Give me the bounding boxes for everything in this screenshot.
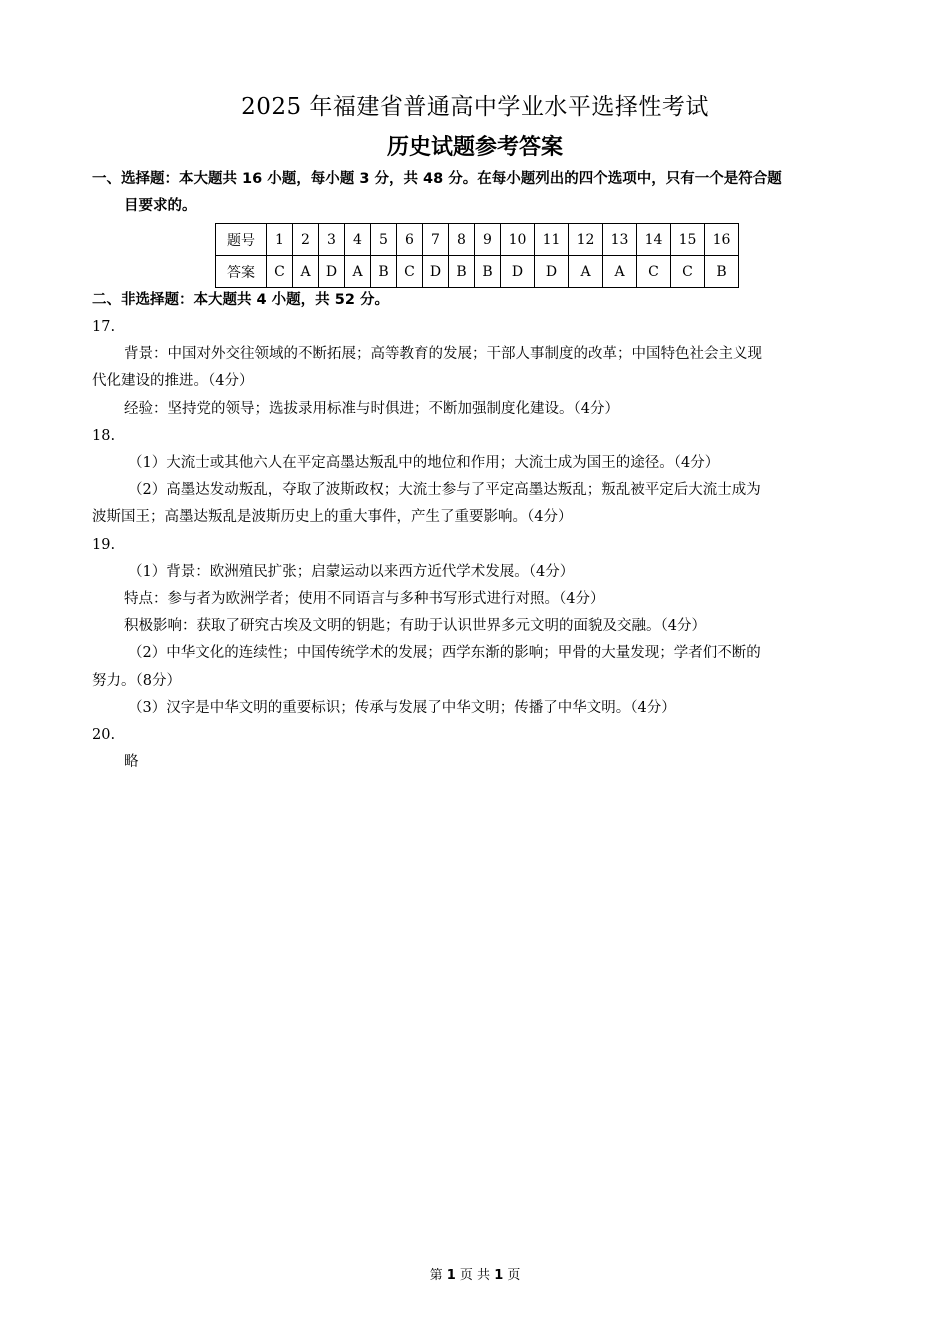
table-cell-number: 6: [397, 224, 423, 256]
table-cell-answer: B: [705, 256, 739, 288]
question-number: 19.: [92, 536, 116, 553]
answer-text: 努力。（8分）: [92, 672, 181, 689]
answer-text: （2）中华文化的连续性；中国传统学术的发展；西学东渐的影响；甲骨的大量发现；学者们不断的: [128, 645, 761, 662]
table-cell-answer: B: [449, 256, 475, 288]
footer-pre: 第: [429, 1268, 443, 1283]
table-cell-answer: C: [671, 256, 705, 288]
table-cell-number: 4: [345, 224, 371, 256]
table-cell-answer: D: [501, 256, 535, 288]
table-cell-number: 13: [603, 224, 637, 256]
answer-text: 代化建设的推进。（4分）: [92, 373, 254, 390]
answer-text: 积极影响：获取了研究古埃及文明的钥匙；有助于认识世界多元文明的面貌及交融。（4分）: [124, 618, 706, 635]
table-cell-answer: C: [267, 256, 293, 288]
answer-text: （1）大流士或其他六人在平定高墨达叛乱中的地位和作用；大流士成为国王的途径。（4分）: [128, 455, 720, 472]
table-cell-number: 3: [319, 224, 345, 256]
table-cell-number: 7: [423, 224, 449, 256]
table-cell-number: 12: [569, 224, 603, 256]
table-cell-number: 16: [705, 224, 739, 256]
section-one-line: 目要求的。: [124, 198, 197, 214]
table-cell-number: 2: [293, 224, 319, 256]
answer-text: 经验：坚持党的领导；选拔录用标准与时俱进；不断加强制度化建设。（4分）: [124, 400, 619, 417]
table-cell-number: 14: [637, 224, 671, 256]
answer-text: 特点：参与者为欧洲学者；使用不同语言与多种书写形式进行对照。（4分）: [124, 591, 605, 608]
table-cell-number: 5: [371, 224, 397, 256]
table-cell-answer: B: [371, 256, 397, 288]
table-cell-answer: A: [603, 256, 637, 288]
table-cell-answer: C: [397, 256, 423, 288]
page-footer: [0, 1264, 950, 1283]
answer-text: （3）汉字是中华文明的重要标识；传承与发展了中华文明；传播了中华文明。（4分）: [128, 699, 676, 716]
table-cell-label: 题号: [216, 224, 267, 256]
table-cell-number: 1: [267, 224, 293, 256]
question-number: 17.: [92, 319, 116, 335]
section-one-heading: [92, 166, 862, 220]
page-title: 2025 年福建省普通高中学业水平选择性考试: [241, 94, 709, 120]
footer-mid: 页 共: [459, 1268, 491, 1283]
table-row-answers: [216, 256, 739, 288]
table-cell-number: 11: [535, 224, 569, 256]
table-cell-number: 9: [475, 224, 501, 256]
table-cell-answer: A: [293, 256, 319, 288]
table-cell-answer: D: [423, 256, 449, 288]
table-cell-label: 答案: [216, 256, 267, 288]
answer-text: 背景：中国对外交往领域的不断拓展；高等教育的发展；干部人事制度的改革；中国特色社会主义现: [124, 346, 762, 363]
answer-text: 略: [124, 754, 139, 771]
footer-total-pages: 1: [494, 1268, 504, 1283]
answer-text: 波斯国王；高墨达叛乱是波斯历史上的重大事件，产生了重要影响。（4分）: [92, 509, 573, 526]
table-cell-answer: A: [345, 256, 371, 288]
table-cell-answer: D: [535, 256, 569, 288]
answer-body: [92, 314, 862, 776]
table-cell-number: 15: [671, 224, 705, 256]
footer-page-number: 1: [446, 1268, 456, 1283]
table-cell-answer: B: [475, 256, 501, 288]
footer-post: 页: [507, 1268, 521, 1283]
table-cell-answer: D: [319, 256, 345, 288]
table-cell-answer: A: [569, 256, 603, 288]
question-number: 18.: [92, 427, 116, 444]
question-number: 20.: [92, 727, 116, 744]
table-cell-number: 10: [501, 224, 535, 256]
page-subtitle: 历史试题参考答案: [386, 135, 563, 160]
table-cell-number: 8: [449, 224, 475, 256]
table-row-numbers: [216, 224, 739, 256]
answer-text: （1）背景：欧洲殖民扩张；启蒙运动以来西方近代学术发展。（4分）: [128, 563, 575, 580]
table-cell-answer: C: [637, 256, 671, 288]
answer-table: [215, 223, 739, 288]
section-two-heading: 二、非选择题：本大题共 4 小题，共 52 分。: [92, 292, 389, 308]
section-one-line: 一、选择题：本大题共 16 小题，每小题 3 分，共 48 分。在每小题列出的四个选项中，只有一个是符合题: [92, 171, 782, 187]
answer-text: （2）高墨达发动叛乱，夺取了波斯政权；大流士参与了平定高墨达叛乱；叛乱被平定后大流士成为: [128, 482, 761, 499]
